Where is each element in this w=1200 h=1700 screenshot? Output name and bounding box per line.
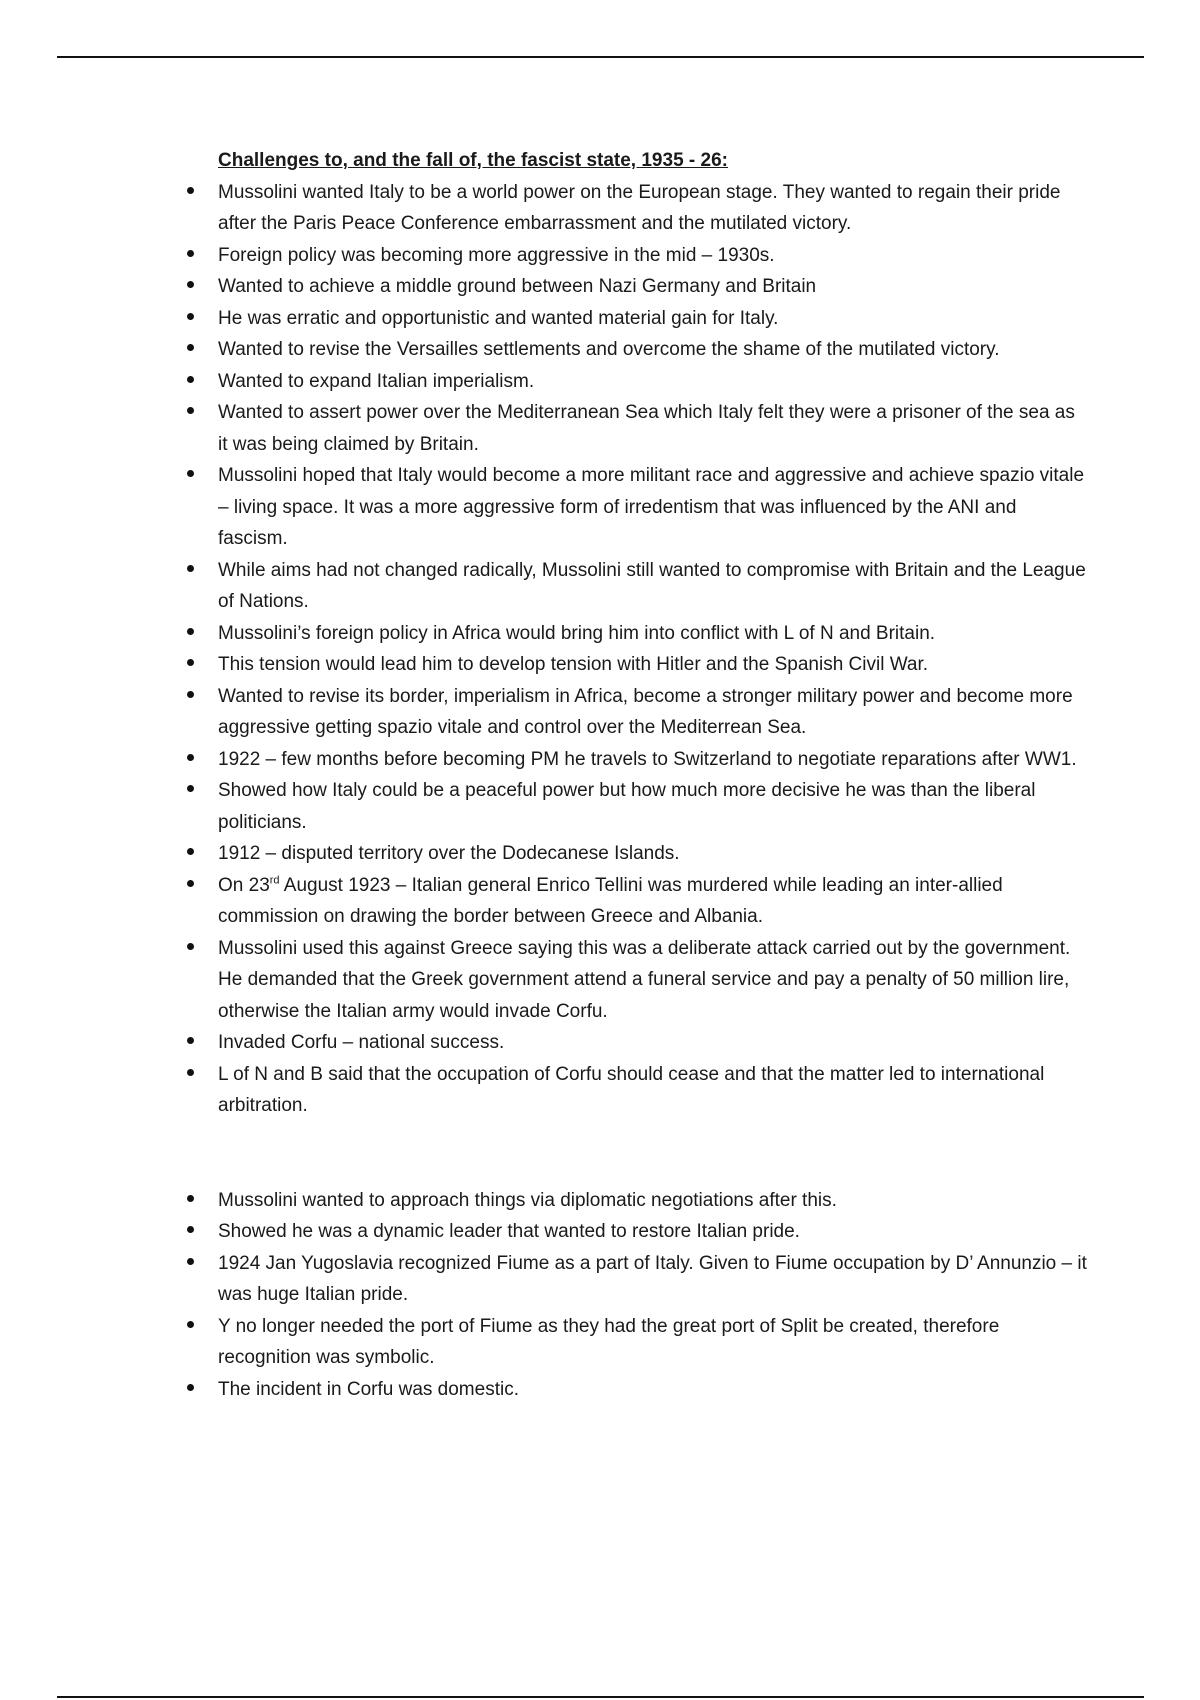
list-item: 1924 Jan Yugoslavia recognized Fiume as a part of Italy. Given to Fiume occupation by D’ Annunzio – it was huge Italian pride. bbox=[218, 1248, 1088, 1311]
bullet-icon bbox=[184, 271, 196, 303]
page-bottom-rule bbox=[57, 1696, 1144, 1698]
list-item: Wanted to revise the Versailles settlements and overcome the shame of the mutilated victory. bbox=[218, 334, 1088, 366]
list-item: Showed how Italy could be a peaceful power but how much more decisive he was than the liberal politicians. bbox=[218, 775, 1088, 838]
list-item: Wanted to achieve a middle ground between Nazi Germany and Britain bbox=[218, 271, 1088, 303]
list-item: Invaded Corfu – national success. bbox=[218, 1027, 1088, 1059]
bullet-icon bbox=[184, 1185, 196, 1217]
bullet-icon bbox=[184, 303, 196, 335]
list-item: Mussolini wanted Italy to be a world power on the European stage. They wanted to regain their pride after the Paris Peace Conference embarrassment and the mutilated victory. bbox=[218, 177, 1088, 240]
bullet-icon bbox=[184, 618, 196, 650]
list-item: This tension would lead him to develop tension with Hitler and the Spanish Civil War. bbox=[218, 649, 1088, 681]
list-item: Foreign policy was becoming more aggressive in the mid – 1930s. bbox=[218, 240, 1088, 272]
document-heading: Challenges to, and the fall of, the fascist state, 1935 - 26: bbox=[218, 150, 728, 171]
list-item: Wanted to revise its border, imperialism in Africa, become a stronger military power and become more aggressive getting spazio vitale and control over the Mediterrean Sea. bbox=[218, 681, 1088, 744]
bullet-icon bbox=[184, 1059, 196, 1091]
bullet-icon bbox=[184, 460, 196, 492]
list-item: Mussolini wanted to approach things via diplomatic negotiations after this. bbox=[218, 1185, 1088, 1217]
bullet-icon bbox=[184, 555, 196, 587]
bullet-icon bbox=[184, 1248, 196, 1280]
bullet-icon bbox=[184, 177, 196, 209]
list-item: While aims had not changed radically, Mussolini still wanted to compromise with Britain and the League of Nations. bbox=[218, 555, 1088, 618]
list-item: He was erratic and opportunistic and wanted material gain for Italy. bbox=[218, 303, 1088, 335]
list-item: On 23rd August 1923 – Italian general Enrico Tellini was murdered while leading an inter-allied commission on drawing the border between Greece and Albania. bbox=[218, 870, 1088, 933]
list-item: Mussolini hoped that Italy would become a more militant race and aggressive and achieve spazio vitale – living space. It was a more aggressive form of irredentism that was influenced by the ANI and fascism. bbox=[218, 460, 1088, 555]
bullet-list-1 bbox=[218, 177, 1088, 1122]
bullet-icon bbox=[184, 870, 196, 902]
list-item: L of N and B said that the occupation of Corfu should cease and that the matter led to international arbitration. bbox=[218, 1059, 1088, 1122]
bullet-icon bbox=[184, 240, 196, 272]
list-item: The incident in Corfu was domestic. bbox=[218, 1374, 1088, 1406]
bullet-icon bbox=[184, 649, 196, 681]
bullet-icon bbox=[184, 1374, 196, 1406]
list-item: Mussolini used this against Greece saying this was a deliberate attack carried out by the government. He demanded that the Greek government attend a funeral service and pay a penalty of 50 million lire, otherwise the Italian army would invade Corfu. bbox=[218, 933, 1088, 1028]
bullet-icon bbox=[184, 1216, 196, 1248]
bullet-icon bbox=[184, 1027, 196, 1059]
list-item: Wanted to expand Italian imperialism. bbox=[218, 366, 1088, 398]
list-item: Showed he was a dynamic leader that wanted to restore Italian pride. bbox=[218, 1216, 1088, 1248]
document-body bbox=[218, 145, 1088, 1405]
list-item: Wanted to assert power over the Mediterranean Sea which Italy felt they were a prisoner of the sea as it was being claimed by Britain. bbox=[218, 397, 1088, 460]
bullet-icon bbox=[184, 838, 196, 870]
page-top-rule bbox=[57, 56, 1144, 58]
bullet-icon bbox=[184, 1311, 196, 1343]
bullet-icon bbox=[184, 775, 196, 807]
bullet-icon bbox=[184, 744, 196, 776]
bullet-icon bbox=[184, 681, 196, 713]
bullet-icon bbox=[184, 397, 196, 429]
list-item: Mussolini’s foreign policy in Africa would bring him into conflict with L of N and Britain. bbox=[218, 618, 1088, 650]
bullet-icon bbox=[184, 366, 196, 398]
list-item: 1922 – few months before becoming PM he travels to Switzerland to negotiate reparations after WW1. bbox=[218, 744, 1088, 776]
section-spacer bbox=[218, 1122, 1088, 1185]
bullet-list-2 bbox=[218, 1185, 1088, 1406]
list-item: Y no longer needed the port of Fiume as they had the great port of Split be created, therefore recognition was symbolic. bbox=[218, 1311, 1088, 1374]
bullet-icon bbox=[184, 933, 196, 965]
bullet-icon bbox=[184, 334, 196, 366]
list-item: 1912 – disputed territory over the Dodecanese Islands. bbox=[218, 838, 1088, 870]
